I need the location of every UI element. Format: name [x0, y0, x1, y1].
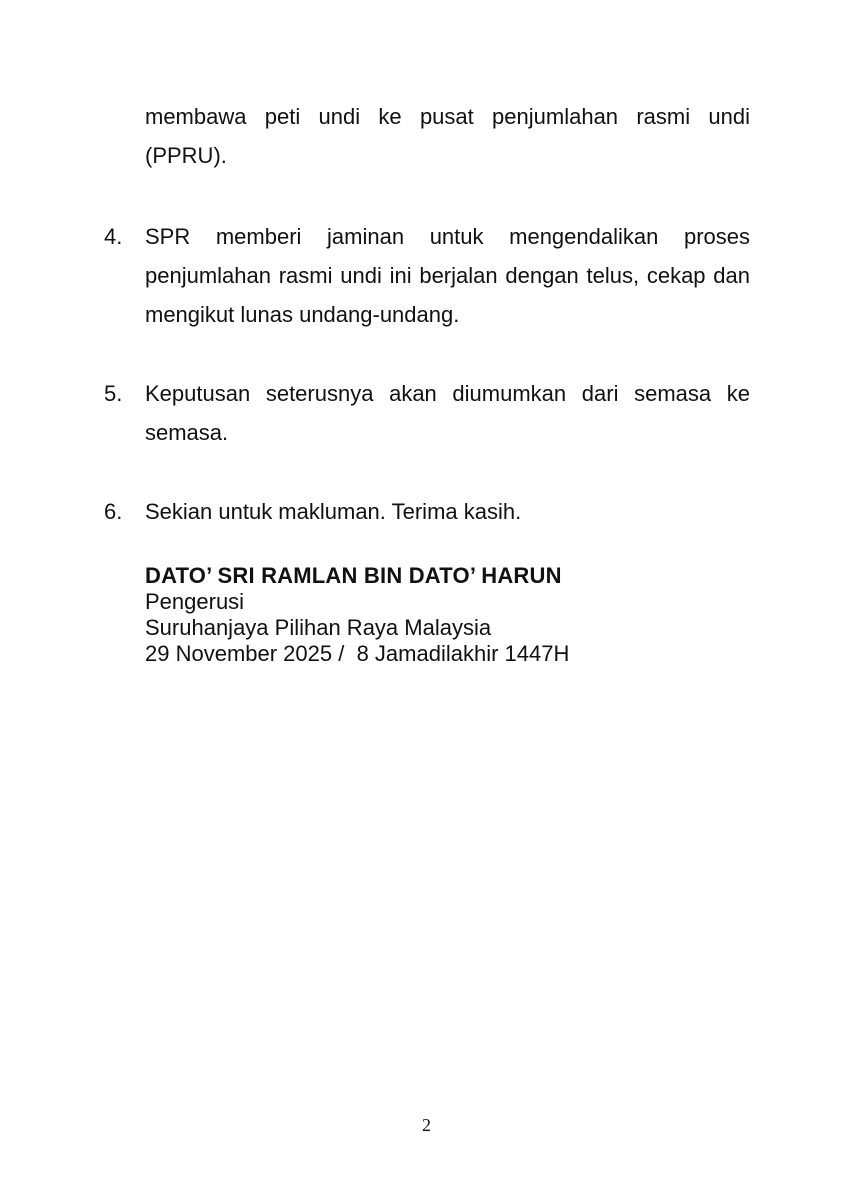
continuation-paragraph	[145, 97, 750, 175]
paragraph-4	[145, 217, 750, 334]
page-number: 2	[422, 1115, 431, 1135]
paragraph-line: membawa peti undi ke pusat penjumlahan rasmi undi	[145, 104, 750, 129]
signature-block	[145, 563, 569, 667]
signatory-name: DATO’ SRI RAMLAN BIN DATO’ HARUN	[145, 563, 562, 588]
paragraph-number-5: 5.	[104, 381, 123, 406]
signatory-organization: Suruhanjaya Pilihan Raya Malaysia	[145, 615, 492, 640]
paragraph-line: Keputusan seterusnya akan diumumkan dari semasa ke	[145, 381, 750, 406]
paragraph-number-4: 4.	[104, 224, 123, 249]
paragraph-5	[145, 374, 750, 452]
signature-date: 29 November 2025 / 8 Jamadilakhir 1447H	[145, 641, 570, 666]
paragraph-number-6: 6.	[104, 499, 123, 524]
paragraph-line: penjumlahan rasmi undi ini berjalan dengan telus, cekap dan	[145, 263, 750, 288]
paragraph-line: SPR memberi jaminan untuk mengendalikan proses	[145, 224, 750, 249]
signatory-title: Pengerusi	[145, 589, 245, 614]
paragraph-line: mengikut lunas undang-undang.	[145, 302, 460, 327]
paragraph-line: Sekian untuk makluman. Terima kasih.	[145, 499, 522, 524]
paragraph-6	[145, 492, 750, 531]
paragraph-line: semasa.	[145, 420, 229, 445]
paragraph-line: (PPRU).	[145, 143, 227, 168]
